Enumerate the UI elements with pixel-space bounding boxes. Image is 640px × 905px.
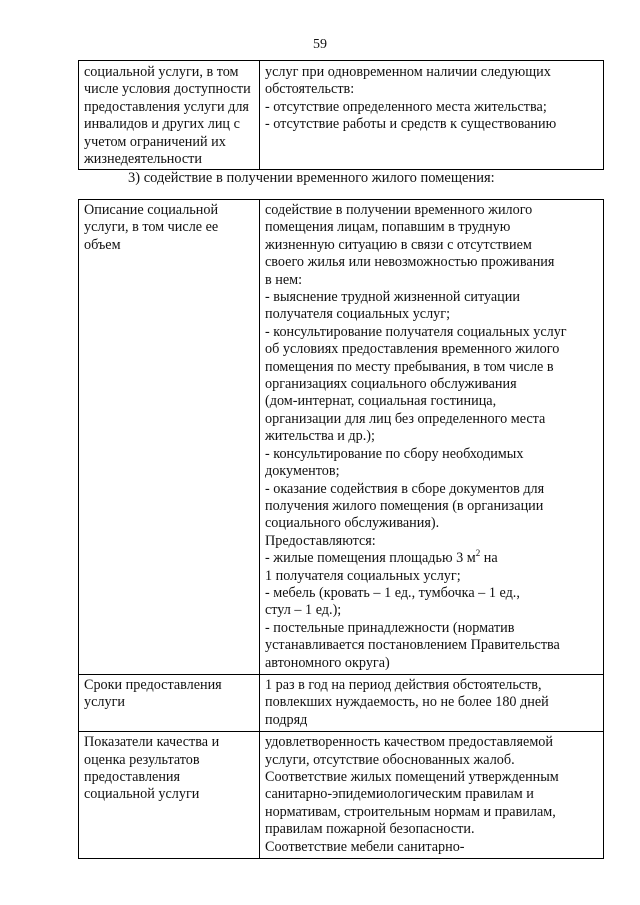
- cell-text-line: содействие в получении временного жилого: [265, 202, 533, 218]
- table-value-cell: [260, 200, 604, 675]
- cell-text-line: социального обслуживания).: [265, 515, 440, 532]
- cell-text-line: предоставления услуги для: [84, 98, 249, 115]
- cell-text-line: жительства и др.);: [265, 428, 375, 445]
- cell-text-line: - консультирование получателя социальных услуг: [265, 323, 567, 340]
- area-suffix: на: [480, 550, 498, 567]
- cell-text-line: правилам пожарной безопасности.: [265, 821, 475, 838]
- cell-text-line: повлекших нуждаемость, но не более 180 дней: [265, 694, 549, 711]
- cell-text-line: получения жилого помещения (в организации: [265, 497, 544, 514]
- table-row: [79, 732, 604, 859]
- cell-text-line: - постельные принадлежности (норматив: [265, 619, 515, 636]
- cell-text-line: Соответствие жилых помещений утвержденным: [265, 769, 559, 785]
- table-row: [79, 200, 604, 675]
- cell-text-line: учетом ограничений их: [84, 133, 226, 150]
- cell-text-line: услуги: [84, 694, 125, 711]
- cell-text-line: Описание социальной: [84, 202, 219, 218]
- cell-text-line: Соответствие мебели санитарно-: [265, 838, 465, 855]
- cell-text-line: санитарно-эпидемиологическим правилам и: [265, 786, 534, 803]
- cell-text-line: жизнедеятельности: [84, 151, 202, 168]
- cell-text-line: - консультирование по сбору необходимых: [265, 445, 524, 462]
- cell-text-line: услуги, отсутствие обоснованных жалоб.: [265, 751, 515, 768]
- table-row: [79, 61, 604, 170]
- cell-text-line: (дом-интернат, социальная гостиница,: [265, 393, 497, 410]
- cell-text-line: удовлетворенность качеством предоставляемой: [265, 734, 553, 751]
- table-value-cell: [260, 674, 604, 731]
- cell-text-line: организациях социального обслуживания: [265, 376, 517, 393]
- cell-text-line: об условиях предоставления временного жилого: [265, 341, 560, 358]
- cell-text-line: жизненную ситуацию в связи с отсутствием: [265, 236, 532, 253]
- area-text-line: [265, 550, 598, 567]
- cell-text-line: обстоятельств:: [265, 81, 355, 98]
- cell-text-line: услуги, в том числе ее: [84, 219, 219, 236]
- cell-text-line: - мебель (кровать – 1 ед., тумбочка – 1 ед.,: [265, 584, 520, 601]
- table-label-cell: [79, 732, 260, 859]
- cell-text-line: социальной услуги, в том: [84, 64, 239, 80]
- table-value-cell: [260, 61, 604, 170]
- table-value-cell: [260, 732, 604, 859]
- cell-text-line: - выяснение трудной жизненной ситуации: [265, 289, 520, 306]
- cell-text-line: социальной услуги: [84, 786, 200, 803]
- cell-text-line: подряд: [265, 711, 308, 728]
- cell-text-line: получателя социальных услуг;: [265, 306, 451, 323]
- cell-text-line: - отсутствие определенного места жительства;: [265, 98, 547, 115]
- cell-text-line: устанавливается постановлением Правительства: [265, 637, 560, 654]
- cell-text-line: - оказание содействия в сборе документов для: [265, 480, 545, 497]
- cell-text-line: 1 получателя социальных услуг;: [265, 567, 461, 584]
- cell-text-line: документов;: [265, 463, 340, 480]
- page-number: 59: [313, 37, 327, 52]
- table-label-cell: [79, 674, 260, 731]
- cell-text-line: Сроки предоставления: [84, 676, 222, 693]
- cell-text-line: инвалидов и других лиц с: [84, 116, 240, 133]
- area-superscript: 2: [475, 548, 481, 559]
- area-prefix: - жилые помещения площадью 3 м: [265, 550, 476, 567]
- service-description-table: [78, 199, 604, 859]
- cell-text-line: стул – 1 ед.);: [265, 602, 342, 619]
- cell-text-line: в нем:: [265, 271, 303, 288]
- section-heading: 3) содействие в получении временного жилого помещения:: [128, 170, 495, 186]
- table-label-cell: [79, 61, 260, 170]
- cell-text-line: помещения по месту пребывания, в том числе в: [265, 358, 554, 375]
- cell-text-line: автономного округа): [265, 654, 390, 671]
- cell-text-line: организации для лиц без определенного места: [265, 410, 546, 427]
- cell-text-line: помещения лицам, попавшим в трудную: [265, 219, 511, 236]
- cell-text-line: числе условия доступности: [84, 81, 251, 98]
- cell-text-line: нормативам, строительным нормам и правилам,: [265, 803, 556, 820]
- cell-text-line: 1 раз в год на период действия обстоятельств,: [265, 676, 542, 693]
- cell-text-line: оценка результатов: [84, 751, 200, 768]
- cell-text-line: Предоставляются:: [265, 532, 376, 549]
- cell-text-line: Показатели качества и: [84, 734, 220, 751]
- table-label-cell: [79, 200, 260, 675]
- cell-text-line: объем: [84, 236, 121, 253]
- continued-service-table: [78, 60, 604, 170]
- cell-text-line: предоставления: [84, 769, 181, 785]
- table-row: [79, 674, 604, 731]
- cell-text-line: - отсутствие работы и средств к существованию: [265, 116, 557, 133]
- cell-text-line: услуг при одновременном наличии следующих: [265, 64, 551, 80]
- cell-text-line: своего жилья или невозможностью проживания: [265, 254, 555, 271]
